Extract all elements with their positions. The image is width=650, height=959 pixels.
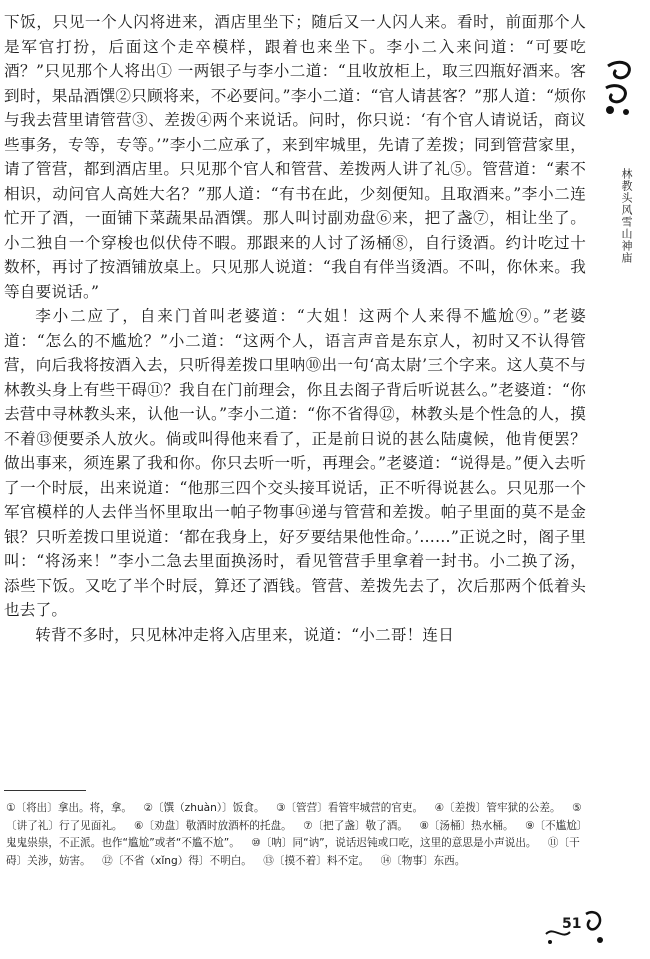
footnote: ①〔将出〕拿出。将，拿。 bbox=[6, 802, 133, 814]
footnote: ④〔差拨〕管牢狱的公差。 bbox=[434, 802, 561, 814]
footnote: ⑫〔不省（xǐng）得〕不明白。 bbox=[102, 854, 252, 867]
paragraph: 转背不多时，只见林冲走将入店里来，说道：“小二哥！连日 bbox=[35, 625, 454, 644]
footnote: ⑭〔物事〕东西。 bbox=[380, 854, 466, 867]
page-number: 51 bbox=[562, 916, 582, 932]
footnote: ⑥〔劝盘〕敬酒时放酒杯的托盘。 bbox=[133, 819, 292, 832]
paragraph: 李小二应了，自来门首叫老婆道：“大姐！这两个人来得不尴尬⑨。”老婆道：“怎么的不尴尬？”小二道：“这两个人，语言声音是东京人，初时又不认得管营，向后我将按酒入去，只听得差拨口里呐⑩出一句‘高太尉’三个字来。这人莫不与林教头身上有些干碍⑪？我自在门前理会，你且去阁子背后听说甚么。”老婆道：“你去营中寻林教头来，认他一认。”李小二道：“你不省得⑫，林教头是个性急的人，摸不着⑬便要杀人放火。倘或叫得他来看了，正是前日说的甚么陆虞候，他肯便罢？做出事来，须连累了我和你。你只去听一听，再理会。”老婆道：“说得是。”便入去听了一个时辰，出来说道：“他那三四个交头接耳说话，正不听得说甚么。只见那一个军官模样的人去伴当怀里取出一帕子物事⑭递与管营和差拨。帕子里面的莫不是金银？只听差拨口里说道：‘都在我身上，好歹要结果他性命。’……”正说之时，阁子里叫：“将汤来！”李小二急去里面换汤时，看见管营手里拿着一封书。小二换了汤，添些下饭。又吃了半个时辰，算还了酒钱。管营、差拨先去了，次后那两个低着头也去了。 bbox=[4, 307, 586, 619]
main-text bbox=[4, 10, 586, 647]
footnote: ⑨〔不尴尬〕鬼鬼祟祟，不正派。也作“尴尬”或者“不尴不尬”。 bbox=[6, 819, 583, 849]
paragraph: 下饭，只见一个人闪将进来，酒店里坐下；随后又一人闪人来。看时，前面那个人是军官打扮，后面这个走卒模样，跟着也来坐下。李小二入来问道：“可要吃酒？”只见那个人将出① 一两银子与李小二道：“且收放柜上，取三四瓶好酒来。客到时，果品酒馔②只顾将来，不必要问。”李小二道：“官人请甚客？”那人道：“烦你与我去营里请管营③、差拨④两个来说话。问时，你只说：‘有个官人请说话，商议些事务，专等，专等。’”李小二应承了，来到牢城里，先请了差拨；同到管营家里，请了管营，都到酒店里。只见那个官人和管营、差拨两人讲了礼⑤。管营道：“素不相识，动问官人高姓大名？”那人道：“有书在此，少刻便知。且取酒来。”李小二连忙开了酒，一面铺下菜蔬果品酒馔。那人叫讨副劝盘⑥来，把了盏⑦，相让坐了。小二独自一个穿梭也似伏侍不暇。那跟来的人讨了汤桶⑧，自行烫酒。约计吃过十数杯，再讨了按酒铺放桌上。只见那人说道：“我自有伴当烫酒。不叫，你休来。我等自要说话。” bbox=[4, 13, 586, 301]
running-title: 林教头风雪山神庙 bbox=[620, 168, 633, 264]
footnote: ⑦〔把了盏〕敬了酒。 bbox=[303, 819, 408, 832]
floral-ornament-icon bbox=[600, 58, 640, 118]
footnotes bbox=[6, 800, 586, 870]
footnote: ⑩〔呐〕同“讷”，说话迟钝或口吃，这里的意思是小声说出。 bbox=[251, 837, 537, 849]
footnote: ③〔管营〕看管牢城营的官吏。 bbox=[275, 802, 424, 814]
footnote: ⑬〔摸不着〕料不定。 bbox=[263, 854, 370, 867]
footnote: ⑤〔讲了礼〕行了见面礼。 bbox=[6, 802, 582, 832]
footnote: ⑧〔汤桶〕热水桶。 bbox=[419, 819, 514, 832]
footnote-divider bbox=[4, 790, 86, 791]
footnote: ⑪〔干碍〕关涉，妨害。 bbox=[6, 837, 580, 867]
footnote: ②〔馔（zhuàn）〕饭食。 bbox=[143, 802, 265, 814]
